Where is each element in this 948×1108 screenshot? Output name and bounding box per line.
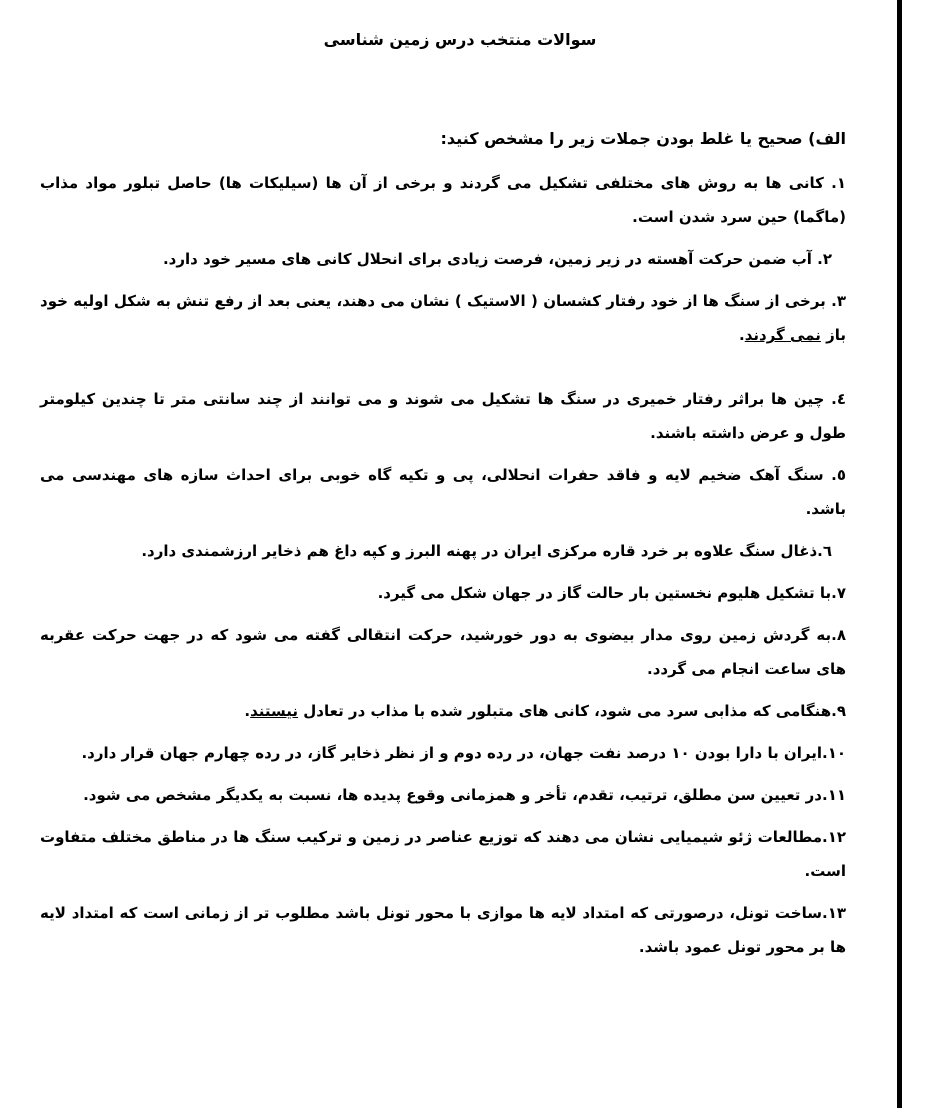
question-13: ۱۳.ساخت تونل، درصورتی که امتداد لایه ها موازی با محور تونل باشد مطلوب تر از زمانی است که امتداد لایه ها بر محور تونل عمود باشد. [40,904,846,956]
question-10: ۱۰.ایران با دارا بودن ۱۰ درصد نفت جهان، در رده دوم و از نظر ذخایر گاز، در رده چهارم جهان قرار دارد. [81,744,846,762]
page-right-border [897,0,902,1108]
question-9-end: . [244,702,251,720]
question-3-text: ۳. برخی از سنگ ها از خود رفتار کشسان ( الاستیک ) نشان می دهند، یعنی بعد از رفع تنش به شکل اولیه خود باز [40,292,846,344]
question-4: ٤. چین ها براثر رفتار خمیری در سنگ ها تشکیل می شوند و می توانند از چند سانتی متر تا چندین کیلومتر طول و عرض داشته باشند. [40,390,846,442]
question-9-underlined: نیستند [250,702,299,720]
question-1: ۱. کانی ها به روش های مختلفی تشکیل می گردند و برخی از آن ها (سیلیکات ها) حاصل تبلور مواد مذاب (ماگما) حین سرد شدن است. [40,174,846,226]
question-6: ٦.ذغال سنگ علاوه بر خرد قاره مرکزی ایران در پهنه البرز و کپه داغ هم ذخایر ارزشمندی دارد. [141,542,832,560]
question-9-text: ۹.هنگامی که مذابی سرد می شود، کانی های متبلور شده با مذاب در تعادل [298,702,846,720]
document-title: سوالات منتخب درس زمین شناسی [323,30,597,49]
question-2: ۲. آب ضمن حرکت آهسته در زیر زمین، فرصت زیادی برای انحلال کانی های مسیر خود دارد. [162,250,832,268]
section-a-heading: الف) صحیح یا غلط بودن جملات زیر را مشخص کنید: [440,129,846,148]
question-3-underlined: نمی گردند [744,326,821,344]
question-8: ۸.به گردش زمین روی مدار بیضوی به دور خورشید، حرکت انتقالی گفته می شود که در جهت حرکت عقربه های ساعت انجام می گردد. [40,626,846,678]
question-5: ٥. سنگ آهک ضخیم لایه و فاقد حفرات انحلالی، پی و تکیه گاه خوبی برای احداث سازه های مهندسی می باشد. [40,466,846,518]
document-body [40,124,846,972]
question-3-end: . [739,326,745,344]
question-7: ۷.با تشکیل هلیوم نخستین بار حالت گاز در جهان شکل می گیرد. [377,584,846,602]
question-12: ۱۲.مطالعات ژئو شیمیایی نشان می دهند که توزیع عناصر در زمین و ترکیب سنگ ها در مناطق مختلف متفاوت است. [40,828,846,880]
question-11: ۱۱.در تعیین سن مطلق، ترتیب، تقدم، تأخر و همزمانی وقوع پدیده ها، نسبت به یکدیگر مشخص می شود. [83,786,846,804]
question-3 [40,284,846,352]
question-9 [40,694,846,728]
